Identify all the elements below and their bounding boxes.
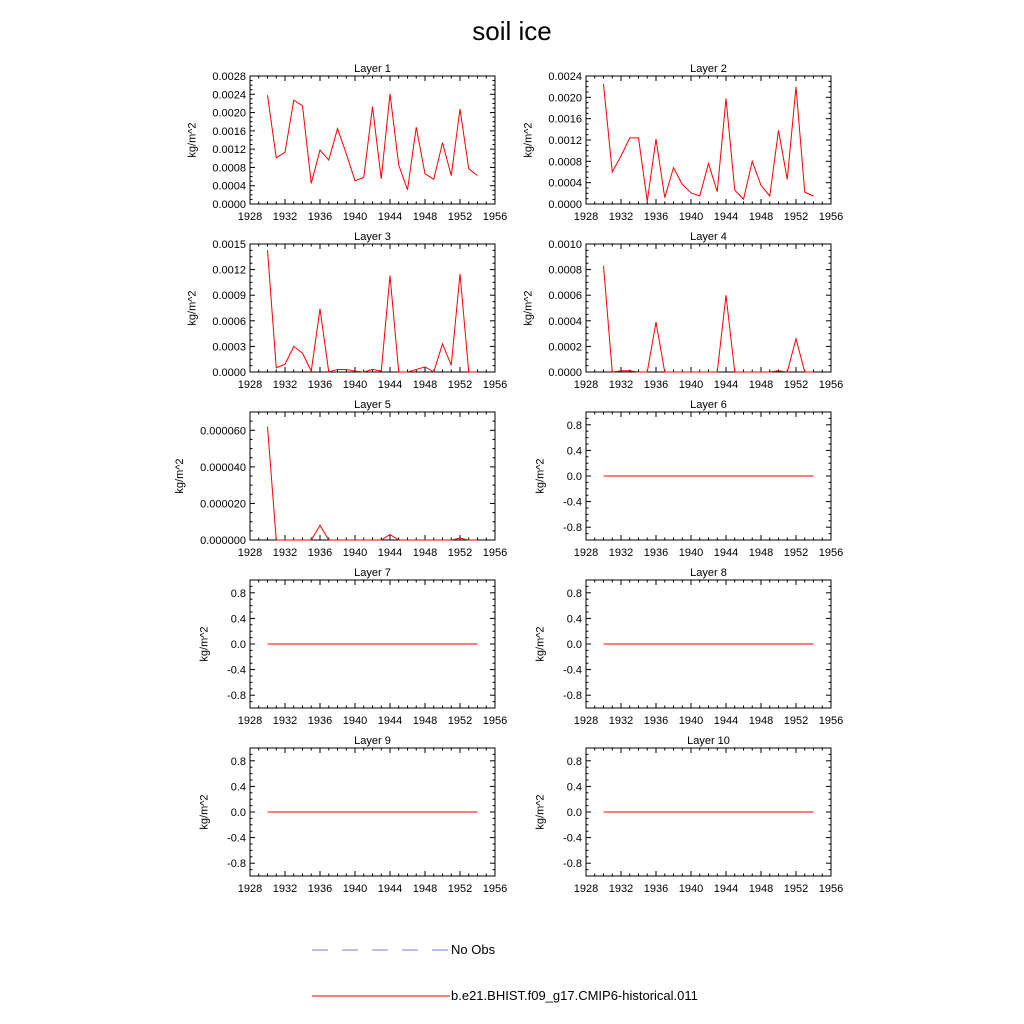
x-tick-label: 1944 [377,379,403,391]
y-tick-label: 0.4 [566,445,582,458]
x-tick-label: 1944 [377,715,403,727]
y-axis-label: kg/m^2 [534,458,547,494]
x-tick-label: 1936 [643,379,669,391]
panel-layer-8 [535,567,844,727]
x-tick-label: 1948 [412,715,438,727]
x-tick-label: 1956 [482,211,508,223]
y-tick-label: 0.4 [230,613,246,626]
x-tick-label: 1948 [748,715,774,727]
series-line [268,94,478,190]
x-tick-label: 1932 [608,379,634,391]
x-tick-label: 1936 [643,715,669,727]
x-tick-label: 1940 [342,715,368,727]
x-tick-label: 1948 [748,379,774,391]
x-tick-label: 1956 [482,883,508,895]
x-tick-label: 1956 [818,547,844,559]
x-tick-label: 1956 [482,547,508,559]
y-tick-label: 0.0012 [212,264,246,277]
x-tick-label: 1944 [713,379,739,391]
x-tick-label: 1932 [608,715,634,727]
panel-layer-4 [522,231,843,391]
y-tick-label: 0.0004 [212,180,246,193]
y-axis-label: kg/m^2 [198,794,211,830]
y-tick-label: 0.0006 [548,290,582,303]
panel-layer-1 [186,63,507,223]
legend-item-obs [312,942,712,958]
x-tick-label: 1952 [447,883,473,895]
y-tick-label: 0.0010 [548,239,582,251]
y-axis-label: kg/m^2 [174,458,187,494]
y-tick-label: -0.8 [227,690,246,703]
x-tick-label: 1952 [447,379,473,391]
x-tick-label: 1936 [307,547,333,559]
y-tick-label: 0.0 [566,471,582,483]
plot-frame [586,76,831,204]
x-tick-label: 1936 [643,883,669,895]
x-tick-label: 1940 [342,883,368,895]
x-tick-label: 1956 [818,715,844,727]
y-axis-label: kg/m^2 [198,626,211,662]
y-tick-label: 0.0024 [212,89,246,102]
y-tick-label: -0.8 [563,522,582,535]
legend-label-obs: No Obs [451,942,496,957]
y-tick-label: 0.0008 [548,264,582,277]
x-tick-label: 1928 [237,379,263,391]
x-tick-label: 1936 [643,211,669,223]
y-tick-label: 0.0 [566,807,582,819]
x-tick-label: 1928 [237,883,263,895]
y-axis-label: kg/m^2 [186,290,199,326]
y-axis-label: kg/m^2 [522,122,535,158]
y-tick-label: 0.0006 [212,315,246,328]
y-tick-label: 0.0009 [212,290,246,303]
y-tick-label: 0.8 [566,419,582,432]
panel-title: Layer 9 [354,735,391,747]
x-tick-label: 1952 [783,547,809,559]
y-tick-label: 0.000020 [200,498,246,511]
x-tick-label: 1932 [608,211,634,223]
y-axis-label: kg/m^2 [534,794,547,830]
panel-title: Layer 6 [690,399,727,411]
x-tick-label: 1932 [272,211,298,223]
y-tick-label: 0.0004 [548,315,582,328]
x-tick-label: 1956 [482,715,508,727]
panel-layer-7 [199,567,508,727]
y-tick-label: 0.000040 [200,461,246,474]
x-tick-label: 1956 [818,379,844,391]
x-tick-label: 1956 [818,883,844,895]
series-line [604,266,814,372]
x-tick-label: 1932 [608,883,634,895]
y-tick-label: 0.4 [566,613,582,626]
y-tick-label: 0.0002 [548,341,582,354]
x-tick-label: 1936 [307,883,333,895]
panel-title: Layer 2 [690,63,727,75]
x-tick-label: 1952 [783,715,809,727]
y-tick-label: -0.8 [563,690,582,703]
x-tick-label: 1940 [342,547,368,559]
y-axis-label: kg/m^2 [186,122,199,158]
x-tick-label: 1944 [377,211,403,223]
series-line [268,250,478,372]
y-tick-label: 0.000060 [200,425,246,438]
figure-title: soil ice [472,16,552,46]
y-tick-label: 0.0015 [212,239,246,251]
x-tick-label: 1936 [307,715,333,727]
y-tick-label: 0.0 [230,639,246,651]
panel-layer-3 [186,231,507,391]
x-tick-label: 1952 [447,211,473,223]
y-tick-label: 0.0016 [212,125,246,138]
y-tick-label: 0.0000 [212,199,246,211]
plot-frame [250,244,495,372]
x-tick-label: 1952 [447,715,473,727]
legend-label-model: b.e21.BHIST.f09_g17.CMIP6-historical.011 [451,988,698,1003]
x-tick-label: 1952 [783,883,809,895]
y-tick-label: 0.0008 [212,162,246,175]
panel-title: Layer 4 [690,231,727,243]
y-tick-label: -0.4 [563,664,582,677]
y-tick-label: -0.8 [227,858,246,871]
x-tick-label: 1940 [678,715,704,727]
y-tick-label: 0.0012 [212,144,246,157]
y-tick-label: -0.4 [227,664,246,677]
y-tick-label: -0.4 [563,496,582,509]
x-tick-label: 1948 [412,211,438,223]
legend-item-model [312,988,812,1004]
x-tick-label: 1956 [818,211,844,223]
y-tick-label: 0.000000 [200,535,246,547]
x-tick-label: 1932 [272,715,298,727]
x-tick-label: 1948 [412,547,438,559]
y-tick-label: 0.8 [230,755,246,768]
x-tick-label: 1940 [678,547,704,559]
y-tick-label: 0.0012 [548,135,582,147]
x-tick-label: 1944 [377,547,403,559]
x-tick-label: 1932 [272,883,298,895]
y-tick-label: -0.4 [563,832,582,845]
x-tick-label: 1928 [573,211,599,223]
y-tick-label: 0.8 [230,587,246,600]
x-tick-label: 1932 [272,379,298,391]
y-tick-label: 0.0003 [212,341,246,354]
x-tick-label: 1948 [412,379,438,391]
x-tick-label: 1948 [748,211,774,223]
x-tick-label: 1936 [643,547,669,559]
x-tick-label: 1952 [783,211,809,223]
panel-title: Layer 10 [687,735,730,747]
x-tick-label: 1940 [678,211,704,223]
legend-solid-swatch [312,988,452,1004]
y-tick-label: 0.0000 [548,199,582,211]
x-tick-label: 1944 [377,883,403,895]
panel-layer-2 [522,63,843,223]
y-axis-label: kg/m^2 [534,626,547,662]
y-tick-label: 0.4 [230,781,246,794]
y-tick-label: 0.0016 [548,113,582,126]
x-tick-label: 1944 [713,211,739,223]
panel-title: Layer 3 [354,231,391,243]
panel-layer-6 [535,399,844,559]
x-tick-label: 1936 [307,379,333,391]
y-axis-label: kg/m^2 [522,290,535,326]
y-tick-label: 0.4 [566,781,582,794]
legend-dashed-swatch [312,942,452,958]
plot-frame [586,244,831,372]
x-tick-label: 1928 [237,715,263,727]
x-tick-label: 1952 [783,379,809,391]
x-tick-label: 1940 [678,883,704,895]
y-tick-label: 0.0028 [212,71,246,83]
panel-layer-10 [535,735,844,895]
panel-title: Layer 1 [354,63,391,75]
panel-title: Layer 8 [690,567,727,579]
y-tick-label: 0.8 [566,587,582,600]
y-tick-label: 0.0020 [548,92,582,105]
y-tick-label: 0.0 [566,639,582,651]
x-tick-label: 1952 [447,547,473,559]
y-tick-label: 0.0000 [212,367,246,379]
panel-title: Layer 7 [354,567,391,579]
panel-layer-5 [174,399,507,559]
x-tick-label: 1944 [713,715,739,727]
x-tick-label: 1948 [748,883,774,895]
x-tick-label: 1940 [342,379,368,391]
x-tick-label: 1940 [678,379,704,391]
y-tick-label: 0.8 [566,755,582,768]
y-tick-label: 0.0024 [548,71,582,83]
x-tick-label: 1956 [482,379,508,391]
x-tick-label: 1928 [237,547,263,559]
y-tick-label: -0.4 [227,832,246,845]
series-line [604,84,814,201]
x-tick-label: 1928 [573,715,599,727]
panel-title: Layer 5 [354,399,391,411]
y-tick-label: 0.0 [230,807,246,819]
series-line [268,427,478,540]
x-tick-label: 1928 [573,883,599,895]
x-tick-label: 1944 [713,883,739,895]
y-tick-label: 0.0000 [548,367,582,379]
x-tick-label: 1928 [573,379,599,391]
x-tick-label: 1936 [307,211,333,223]
x-tick-label: 1928 [237,211,263,223]
x-tick-label: 1944 [713,547,739,559]
y-tick-label: 0.0020 [212,107,246,120]
x-tick-label: 1932 [608,547,634,559]
y-tick-label: 0.0008 [548,156,582,169]
y-tick-label: -0.8 [563,858,582,871]
y-tick-label: 0.0004 [548,177,582,190]
panel-layer-9 [199,735,508,895]
x-tick-label: 1948 [412,883,438,895]
x-tick-label: 1948 [748,547,774,559]
x-tick-label: 1932 [272,547,298,559]
x-tick-label: 1928 [573,547,599,559]
x-tick-label: 1940 [342,211,368,223]
plot-frame [250,412,495,540]
